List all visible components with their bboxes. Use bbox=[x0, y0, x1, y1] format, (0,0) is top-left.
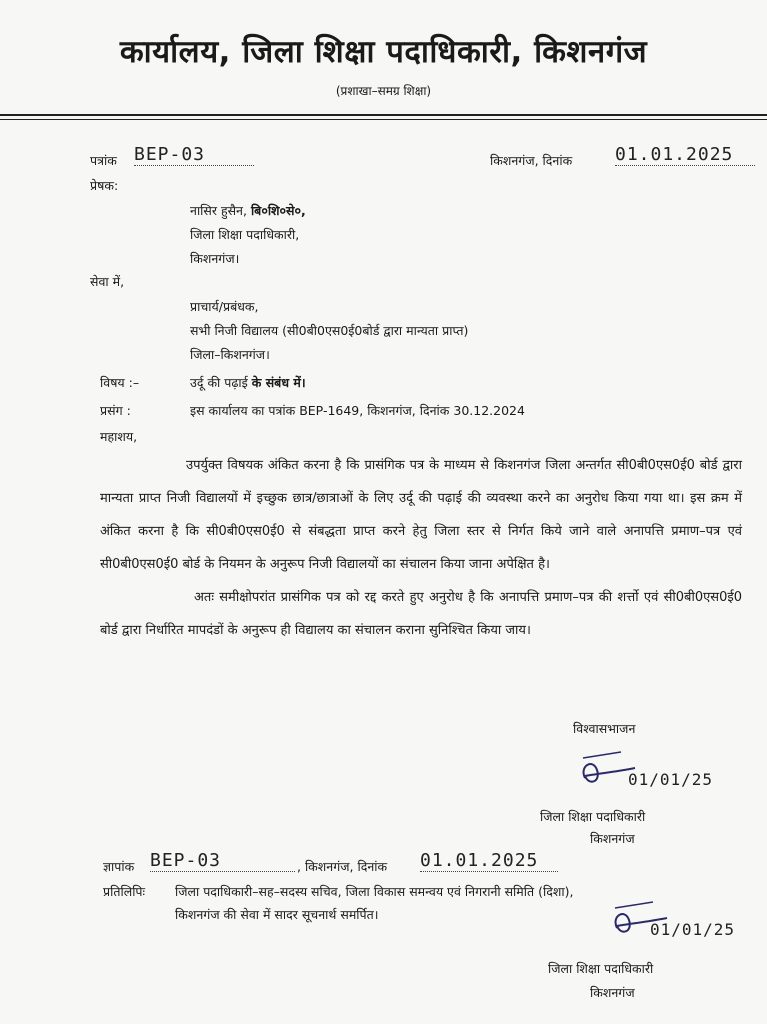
place-date-label: किशनगंज, दिनांक bbox=[490, 153, 573, 168]
signature-1-date: 01/01/25 bbox=[628, 770, 714, 789]
ref-number: BEP-03 bbox=[134, 144, 254, 166]
subject-bold: के संबंध में। bbox=[251, 375, 306, 390]
signatory-designation: जिला शिक्षा पदाधिकारी bbox=[540, 809, 646, 824]
memo-ref-label: ज्ञापांक bbox=[103, 859, 135, 874]
to-label: सेवा में, bbox=[90, 274, 125, 289]
sender-place: किशनगंज। bbox=[190, 251, 240, 266]
memo-place-date-label: , किशनगंज, दिनांक bbox=[297, 859, 388, 874]
memo-signatory-designation: जिला शिक्षा पदाधिकारी bbox=[548, 961, 654, 976]
memo-ref-number: BEP-03 bbox=[150, 850, 295, 872]
closing: विश्वासभाजन bbox=[573, 721, 636, 736]
sender-cadre: बि०शि०से०, bbox=[250, 203, 306, 218]
paragraph-2: अतः समीक्षोपरांत प्रासंगिक पत्र को रद्द करते हुए अनुरोध है कि अनापत्ति प्रमाण–पत्र की शर्त्तो एवं सी0बी0एस0ई0 बोर्ड द्वारा निर्धारित मापदंडों के अनुरूप ही विद्यालय का संचालन कराना सुनिश्चित किया जाय। bbox=[100, 590, 742, 638]
subject-text: उर्दू की पढ़ाई bbox=[190, 375, 248, 390]
branch-name: (प्रशाखा–समग्र शिक्षा) bbox=[335, 84, 432, 98]
copy-line2: किशनगंज की सेवा में सादर सूचनार्थ समर्पित। bbox=[175, 907, 379, 922]
letter-date: 01.01.2025 bbox=[615, 144, 755, 166]
header-rule-top bbox=[0, 114, 767, 116]
recipient-line2: सभी निजी विद्यालय (सी0बी0एस0ई0बोर्ड द्वारा मान्यता प्राप्त) bbox=[190, 323, 469, 338]
recipient-line1: प्राचार्य/प्रबंधक, bbox=[190, 299, 259, 314]
ref-label: पत्रांक bbox=[90, 153, 117, 168]
header-rule-bottom bbox=[0, 119, 767, 120]
context-label: प्रसंग : bbox=[100, 403, 131, 418]
context-text: इस कार्यालय का पत्रांक BEP-1649, किशनगंज, दिनांक 30.12.2024 bbox=[190, 403, 525, 418]
subject-line bbox=[190, 374, 306, 391]
office-title: कार्यालय, जिला शिक्षा पदाधिकारी, किशनगंज bbox=[119, 34, 648, 70]
sender-name: नासिर हुसैन, bbox=[190, 203, 247, 218]
copy-label: प्रतिलिपिः bbox=[103, 884, 146, 899]
recipient-line3: जिला–किशनगंज। bbox=[190, 347, 270, 362]
body-text bbox=[100, 449, 742, 647]
memo-date: 01.01.2025 bbox=[420, 850, 558, 872]
salutation: महाशय, bbox=[100, 429, 138, 444]
subject-label: विषय :– bbox=[100, 375, 140, 390]
sender-label: प्रेषक: bbox=[90, 178, 119, 193]
sender-designation: जिला शिक्षा पदाधिकारी, bbox=[190, 227, 300, 242]
paragraph-1: उपर्युक्त विषयक अंकित करना है कि प्रासंगिक पत्र के माध्यम से किशनगंज जिला अन्तर्गत सी0बी0एस0ई0 बोर्ड द्वारा मान्यता प्राप्त निजी विद्यालयों में इच्छुक छात्र/छात्राओं के लिए उर्दू की पढ़ाई की व्यवस्था करने का अनुरोध किया गया था। इस क्रम में अंकित करना है कि सी0बी0एस0ई0 से संबद्धता प्राप्त करने हेतु जिला स्तर से निर्गत किये जाने वाले अनापत्ति प्रमाण–पत्र एवं सी0बी0एस0ई0 बोर्ड के नियमन के अनुरूप निजी विद्यालयों का संचालन किया जाना अपेक्षित है। bbox=[100, 458, 742, 572]
signatory-place: किशनगंज bbox=[590, 831, 635, 846]
signature-2-date: 01/01/25 bbox=[650, 920, 736, 939]
copy-line1: जिला पदाधिकारी–सह–सदस्य सचिव, जिला विकास समन्वय एवं निगरानी समिति (दिशा), bbox=[175, 884, 574, 899]
memo-signatory-place: किशनगंज bbox=[590, 985, 635, 1000]
sender-name-line bbox=[190, 202, 306, 219]
